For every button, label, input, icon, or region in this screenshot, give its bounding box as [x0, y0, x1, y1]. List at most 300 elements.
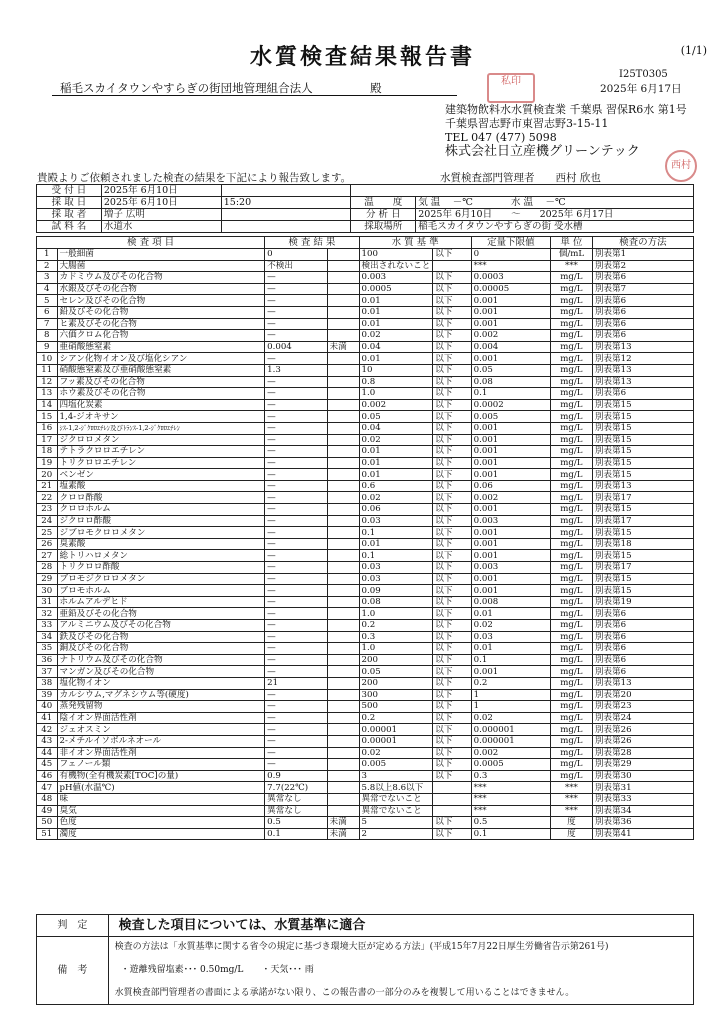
lab-license: 建築物飲料水水質検査業 千葉県 習保R6水 第1号 — [445, 103, 687, 116]
row-number: 4 — [37, 283, 58, 295]
sample-info-table — [36, 184, 694, 233]
result-qualifier — [327, 283, 359, 295]
result-value: — — [265, 330, 327, 342]
item-name: 鉛及びその化合物 — [57, 306, 265, 318]
standard-value: 300 — [359, 689, 433, 701]
row-number: 32 — [37, 608, 58, 620]
result-value: — — [265, 515, 327, 527]
item-name: 一般細菌 — [57, 249, 265, 261]
standard-qualifier: 以下 — [433, 596, 471, 608]
row-number: 26 — [37, 538, 58, 550]
standard-qualifier: 以下 — [433, 272, 471, 284]
lab-company: 株式会社日立産機グリーンテック — [445, 144, 640, 159]
result-qualifier — [327, 654, 359, 666]
standard-value: 0.00001 — [359, 724, 433, 736]
header-standard: 水 質 基 準 — [359, 237, 471, 249]
unit: mg/L — [550, 492, 592, 504]
result-value: — — [265, 550, 327, 562]
method: 別表第19 — [592, 596, 693, 608]
result-value: 0.5 — [265, 817, 327, 829]
unit: mg/L — [550, 341, 592, 353]
method: 別表第20 — [592, 689, 693, 701]
standard-qualifier: 以下 — [433, 480, 471, 492]
result-qualifier — [327, 330, 359, 342]
result-value: — — [265, 596, 327, 608]
method: 別表第41 — [592, 828, 693, 840]
row-number: 30 — [37, 585, 58, 597]
method: 別表第7 — [592, 283, 693, 295]
result-value: — — [265, 376, 327, 388]
table-row — [37, 724, 694, 736]
item-name: ヒ素及びその化合物 — [57, 318, 265, 330]
method: 別表第15 — [592, 422, 693, 434]
standard-value: 500 — [359, 701, 433, 713]
unit: mg/L — [550, 457, 592, 469]
result-qualifier — [327, 399, 359, 411]
unit: mg/L — [550, 527, 592, 539]
result-value: — — [265, 492, 327, 504]
result-qualifier — [327, 677, 359, 689]
unit: *** — [550, 260, 592, 272]
unit: mg/L — [550, 620, 592, 632]
method: 別表第15 — [592, 399, 693, 411]
table-row — [37, 527, 694, 539]
lab-address: 千葉県習志野市東習志野3-15-11 — [445, 117, 609, 130]
result-value: — — [265, 620, 327, 632]
result-value: 0.004 — [265, 341, 327, 353]
result-value: — — [265, 272, 327, 284]
unit: mg/L — [550, 422, 592, 434]
label-judgement: 判 定 — [37, 915, 109, 937]
result-qualifier — [327, 295, 359, 307]
method: 別表第26 — [592, 735, 693, 747]
row-number: 20 — [37, 469, 58, 481]
result-qualifier — [327, 306, 359, 318]
item-name: 亜鉛及びその化合物 — [57, 608, 265, 620]
limit-value: 0.02 — [471, 620, 550, 632]
row-number: 43 — [37, 735, 58, 747]
result-qualifier — [327, 353, 359, 365]
page-number: (1/1) — [680, 44, 707, 57]
unit: *** — [550, 782, 592, 794]
standard-value: 10 — [359, 364, 433, 376]
limit-value: *** — [471, 805, 550, 817]
result-value: — — [265, 654, 327, 666]
limit-value: 0.001 — [471, 446, 550, 458]
analysis-date: 2025年 6月10日 ～ 2025年 6月17日 — [416, 209, 694, 221]
table-row — [37, 411, 694, 423]
result-value: — — [265, 538, 327, 550]
standard-value: 0.03 — [359, 515, 433, 527]
limit-value: 0.02 — [471, 712, 550, 724]
method: 別表第34 — [592, 805, 693, 817]
item-name: 蒸発残留物 — [57, 701, 265, 713]
table-row — [37, 330, 694, 342]
row-number: 36 — [37, 654, 58, 666]
result-qualifier — [327, 747, 359, 759]
unit: mg/L — [550, 550, 592, 562]
limit-value: 0.3 — [471, 770, 550, 782]
row-number: 1 — [37, 249, 58, 261]
label-remarks: 備 考 — [37, 937, 109, 1005]
unit: *** — [550, 793, 592, 805]
standard-value: 1.0 — [359, 608, 433, 620]
manager-seal: 西村 — [665, 150, 697, 182]
footer-table — [36, 914, 694, 1005]
limit-value: 0.01 — [471, 608, 550, 620]
standard-qualifier: 以下 — [433, 562, 471, 574]
table-row — [37, 515, 694, 527]
sample-place: 稲毛スカイタウンやすらぎの街 受水槽 — [416, 221, 694, 233]
limit-value: 0.001 — [471, 306, 550, 318]
standard-value: 2 — [359, 828, 433, 840]
item-name: フェノール類 — [57, 759, 265, 771]
standard-qualifier: 以下 — [433, 353, 471, 365]
limit-value: 0.001 — [471, 666, 550, 678]
result-value: — — [265, 585, 327, 597]
item-name: 臭素酸 — [57, 538, 265, 550]
table-row — [37, 585, 694, 597]
unit: mg/L — [550, 411, 592, 423]
method: 別表第6 — [592, 306, 693, 318]
result-qualifier: 未満 — [327, 341, 359, 353]
unit: mg/L — [550, 504, 592, 516]
row-number: 41 — [37, 712, 58, 724]
table-row — [37, 376, 694, 388]
table-row — [37, 643, 694, 655]
report-title: 水質検査結果報告書 — [249, 44, 475, 70]
result-value: — — [265, 399, 327, 411]
row-number: 24 — [37, 515, 58, 527]
method: 別表第15 — [592, 411, 693, 423]
header-item: 検 査 項 目 — [37, 237, 265, 249]
unit: mg/L — [550, 364, 592, 376]
result-qualifier — [327, 550, 359, 562]
result-value: — — [265, 306, 327, 318]
result-qualifier — [327, 260, 359, 272]
result-qualifier — [327, 585, 359, 597]
item-name: 大腸菌 — [57, 260, 265, 272]
limit-value: 0.1 — [471, 654, 550, 666]
item-name: 六価クロム化合物 — [57, 330, 265, 342]
standard-value: 0.005 — [359, 759, 433, 771]
standard-qualifier: 以下 — [433, 515, 471, 527]
item-name: ベンゼン — [57, 469, 265, 481]
unit: mg/L — [550, 306, 592, 318]
result-value: — — [265, 689, 327, 701]
table-row — [37, 353, 694, 365]
result-value: 21 — [265, 677, 327, 689]
result-qualifier — [327, 457, 359, 469]
standard-value: 0.08 — [359, 596, 433, 608]
unit: mg/L — [550, 608, 592, 620]
method: 別表第31 — [592, 782, 693, 794]
header-result: 検 査 結 果 — [265, 237, 359, 249]
standard-qualifier: 以下 — [433, 364, 471, 376]
standard-value: 0.002 — [359, 399, 433, 411]
method: 別表第13 — [592, 341, 693, 353]
standard-value: 異常でないこと — [359, 793, 433, 805]
row-number: 45 — [37, 759, 58, 771]
standard-value: 200 — [359, 654, 433, 666]
item-name: 2-メチルイソボルネオール — [57, 735, 265, 747]
item-name: マンガン及びその化合物 — [57, 666, 265, 678]
result-value: — — [265, 388, 327, 400]
result-qualifier — [327, 434, 359, 446]
standard-value: 5 — [359, 817, 433, 829]
method: 別表第6 — [592, 654, 693, 666]
method: 別表第15 — [592, 550, 693, 562]
method: 別表第15 — [592, 469, 693, 481]
standard-qualifier — [433, 260, 471, 272]
label-received: 受 付 日 — [37, 185, 102, 197]
table-row — [37, 434, 694, 446]
standard-qualifier: 以下 — [433, 504, 471, 516]
limit-value: 0.1 — [471, 828, 550, 840]
header-unit: 単 位 — [550, 237, 592, 249]
result-value: — — [265, 469, 327, 481]
result-value: — — [265, 504, 327, 516]
standard-value: 0.01 — [359, 295, 433, 307]
result-value: — — [265, 608, 327, 620]
limit-value: 0.001 — [471, 469, 550, 481]
standard-value: 5.8以上8.6以下 — [359, 782, 433, 794]
table-row — [37, 295, 694, 307]
result-value: 0.9 — [265, 770, 327, 782]
manager-name: 水質検査部門管理者 西村 欣也 — [440, 172, 601, 184]
standard-value: 0.01 — [359, 457, 433, 469]
unit: 個/mL — [550, 249, 592, 261]
unit: mg/L — [550, 446, 592, 458]
standard-qualifier: 以下 — [433, 817, 471, 829]
item-name: pH値(水温℃) — [57, 782, 265, 794]
result-value: — — [265, 735, 327, 747]
row-number: 19 — [37, 457, 58, 469]
limit-value: 0.002 — [471, 492, 550, 504]
row-number: 40 — [37, 701, 58, 713]
limit-value: 0.06 — [471, 480, 550, 492]
limit-value: 0.001 — [471, 573, 550, 585]
unit: mg/L — [550, 376, 592, 388]
standard-value: 0.02 — [359, 434, 433, 446]
unit: mg/L — [550, 562, 592, 574]
method: 別表第6 — [592, 666, 693, 678]
standard-qualifier: 以下 — [433, 376, 471, 388]
table-row — [37, 712, 694, 724]
item-name: トリクロロエチレン — [57, 457, 265, 469]
result-qualifier — [327, 318, 359, 330]
result-qualifier — [327, 504, 359, 516]
row-number: 9 — [37, 341, 58, 353]
method: 別表第15 — [592, 457, 693, 469]
result-qualifier — [327, 666, 359, 678]
result-value: — — [265, 643, 327, 655]
item-name: 鉄及びその化合物 — [57, 631, 265, 643]
result-qualifier — [327, 538, 359, 550]
result-value: 1.3 — [265, 364, 327, 376]
remark-chlorine: ・遊離残留塩素･･･ 0.50mg/L ・天気･･･ 雨 — [120, 965, 314, 975]
result-qualifier — [327, 620, 359, 632]
table-row — [37, 770, 694, 782]
label-place: 採取場所 — [351, 221, 416, 233]
row-number: 18 — [37, 446, 58, 458]
row-number: 12 — [37, 376, 58, 388]
label-sample-name: 試 料 名 — [37, 221, 102, 233]
item-name: 濁度 — [57, 828, 265, 840]
result-qualifier — [327, 689, 359, 701]
row-number: 50 — [37, 817, 58, 829]
table-row — [37, 364, 694, 376]
standard-value: 100 — [359, 249, 433, 261]
lab-phone: TEL 047 (477) 5098 — [445, 131, 557, 144]
remark-copyright: 水質検査部門管理者の書面による承諾がない限り、この報告書の一部分のみを複製して用いることはできません。 — [114, 988, 575, 998]
table-row — [37, 457, 694, 469]
unit: 度 — [550, 817, 592, 829]
standard-value: 0.1 — [359, 550, 433, 562]
limit-value: *** — [471, 793, 550, 805]
limit-value: 0.003 — [471, 562, 550, 574]
limit-value: 0.05 — [471, 364, 550, 376]
table-row — [37, 446, 694, 458]
table-row — [37, 573, 694, 585]
standard-value: 検出されないこと — [359, 260, 433, 272]
unit: mg/L — [550, 573, 592, 585]
item-name: 四塩化炭素 — [57, 399, 265, 411]
result-qualifier — [327, 701, 359, 713]
unit: mg/L — [550, 388, 592, 400]
table-row — [37, 805, 694, 817]
row-number: 17 — [37, 434, 58, 446]
result-value: — — [265, 573, 327, 585]
limit-value: 0.001 — [471, 434, 550, 446]
judgement: 検査した項目については、水質基準に適合 — [108, 915, 693, 937]
result-qualifier — [327, 712, 359, 724]
table-row — [37, 620, 694, 632]
standard-qualifier: 以下 — [433, 828, 471, 840]
standard-qualifier: 以下 — [433, 759, 471, 771]
unit: mg/L — [550, 515, 592, 527]
standard-qualifier: 以下 — [433, 446, 471, 458]
method: 別表第6 — [592, 620, 693, 632]
standard-value: 0.02 — [359, 330, 433, 342]
sampler: 増子 広明 — [101, 209, 221, 221]
sampled-time: 15:20 — [221, 197, 351, 209]
standard-qualifier: 以下 — [433, 747, 471, 759]
standard-qualifier: 以下 — [433, 341, 471, 353]
result-value: 異常なし — [265, 805, 327, 817]
unit: mg/L — [550, 330, 592, 342]
standard-qualifier: 以下 — [433, 422, 471, 434]
result-qualifier — [327, 469, 359, 481]
item-name: 味 — [57, 793, 265, 805]
row-number: 21 — [37, 480, 58, 492]
limit-value: 0.000001 — [471, 735, 550, 747]
result-value: 0 — [265, 249, 327, 261]
label-temp: 温 度 — [351, 197, 416, 209]
method: 別表第13 — [592, 376, 693, 388]
limit-value: 0.01 — [471, 643, 550, 655]
item-name: シアン化物イオン及び塩化シアン — [57, 353, 265, 365]
result-qualifier — [327, 480, 359, 492]
standard-value: 0.05 — [359, 666, 433, 678]
limit-value: 0.002 — [471, 747, 550, 759]
unit: mg/L — [550, 480, 592, 492]
item-name: 有機物(全有機炭素[TOC]の量) — [57, 770, 265, 782]
item-name: セレン及びその化合物 — [57, 295, 265, 307]
remark-method: 検査の方法は「水質基準に関する省令の規定に基づき環境大臣が定める方法」(平成15年7月22日厚生労働省告示第261号) — [114, 942, 609, 952]
table-row — [37, 654, 694, 666]
limit-value: 0.0005 — [471, 759, 550, 771]
row-number: 38 — [37, 677, 58, 689]
item-name: トリクロロ酢酸 — [57, 562, 265, 574]
method: 別表第18 — [592, 538, 693, 550]
standard-qualifier: 以下 — [433, 573, 471, 585]
limit-value: 0.001 — [471, 457, 550, 469]
intro-text: 貴殿よりご依頼されました検査の結果を下記により報告致します。 — [37, 172, 352, 184]
row-number: 31 — [37, 596, 58, 608]
standard-qualifier: 以下 — [433, 550, 471, 562]
result-value: — — [265, 457, 327, 469]
result-qualifier — [327, 272, 359, 284]
unit: mg/L — [550, 770, 592, 782]
method: 別表第6 — [592, 272, 693, 284]
standard-qualifier: 以下 — [433, 249, 471, 261]
limit-value: 1 — [471, 701, 550, 713]
result-value: — — [265, 318, 327, 330]
standard-qualifier: 以下 — [433, 724, 471, 736]
table-row — [37, 538, 694, 550]
table-row — [37, 793, 694, 805]
table-row — [37, 249, 694, 261]
standard-value: 0.03 — [359, 573, 433, 585]
method: 別表第15 — [592, 585, 693, 597]
result-value: — — [265, 295, 327, 307]
result-value: — — [265, 411, 327, 423]
result-qualifier: 未満 — [327, 817, 359, 829]
client-name: 稲毛スカイタウンやすらぎの街団地管理組合法人 殿 — [60, 81, 382, 95]
item-name: ジブロモクロロメタン — [57, 527, 265, 539]
air-temp: 気 温 －℃ — [418, 196, 473, 208]
result-qualifier — [327, 770, 359, 782]
limit-value: 0.001 — [471, 538, 550, 550]
standard-qualifier: 以下 — [433, 735, 471, 747]
method: 別表第15 — [592, 504, 693, 516]
item-name: ジクロロメタン — [57, 434, 265, 446]
unit: mg/L — [550, 689, 592, 701]
standard-value: 0.04 — [359, 341, 433, 353]
limit-value: 0.001 — [471, 550, 550, 562]
standard-value: 0.02 — [359, 492, 433, 504]
table-row — [37, 504, 694, 516]
issue-date: 2025年 6月17日 — [600, 83, 682, 95]
unit: mg/L — [550, 585, 592, 597]
table-row — [37, 596, 694, 608]
standard-qualifier: 以下 — [433, 306, 471, 318]
standard-qualifier: 以下 — [433, 677, 471, 689]
limit-value: *** — [471, 260, 550, 272]
unit: *** — [550, 805, 592, 817]
item-name: 銅及びその化合物 — [57, 643, 265, 655]
item-name: 塩化物イオン — [57, 677, 265, 689]
standard-qualifier: 以下 — [433, 457, 471, 469]
item-name: クロロホルム — [57, 504, 265, 516]
method: 別表第15 — [592, 573, 693, 585]
item-name: ジェオスミン — [57, 724, 265, 736]
unit: mg/L — [550, 596, 592, 608]
result-qualifier — [327, 527, 359, 539]
unit: mg/L — [550, 353, 592, 365]
standard-qualifier: 以下 — [433, 318, 471, 330]
